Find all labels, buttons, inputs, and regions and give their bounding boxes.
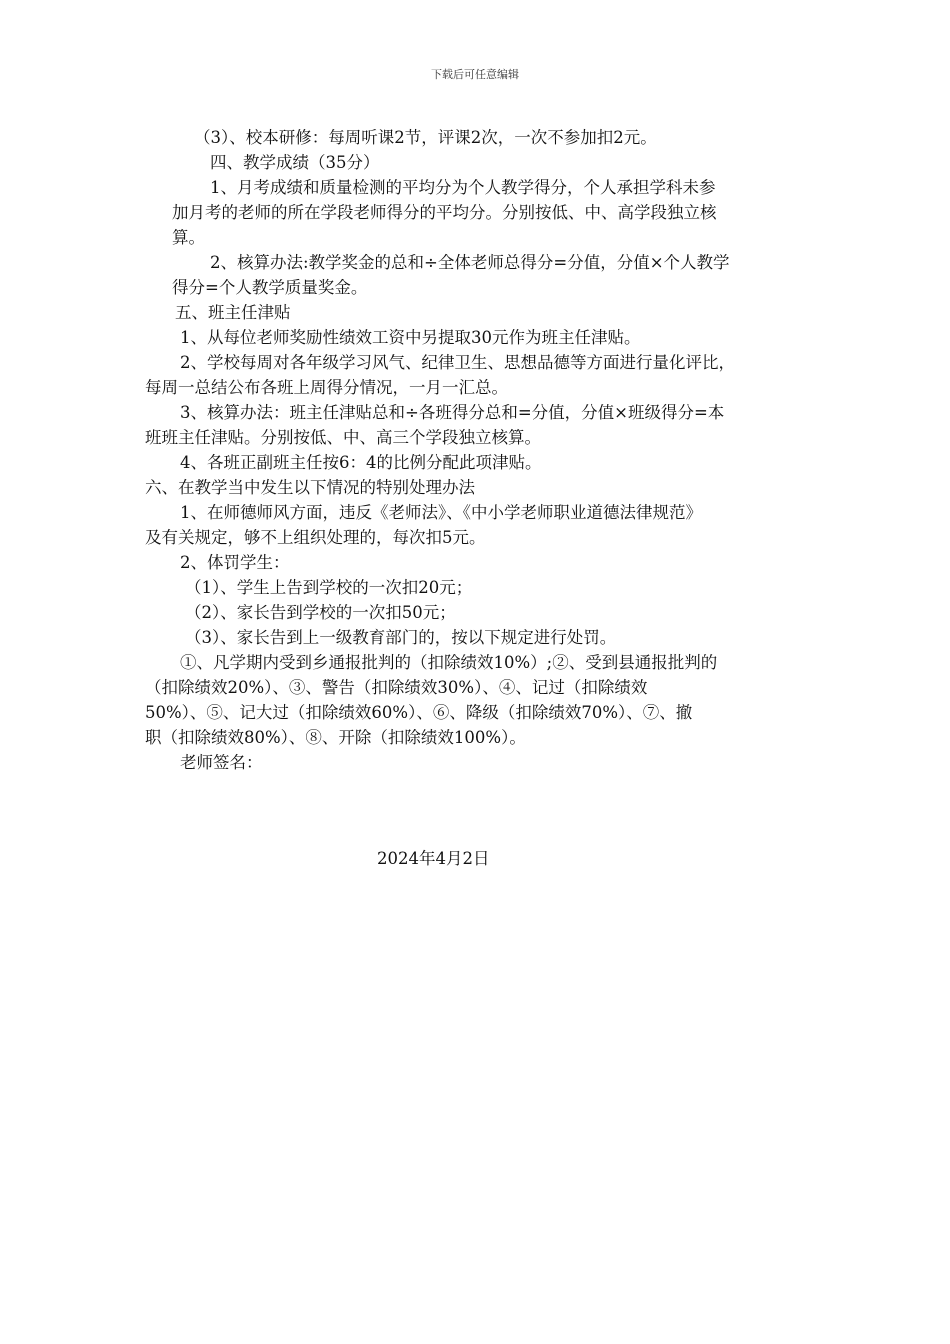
paragraph-line: 4、各班正副班主任按6：4的比例分配此项津贴。 bbox=[180, 453, 542, 472]
paragraph-line: 2、核算办法:教学奖金的总和÷全体老师总得分=分值，分值×个人教学 bbox=[210, 253, 730, 272]
paragraph-line: 算。 bbox=[172, 228, 205, 247]
page-header: 下载后可任意编辑 bbox=[431, 68, 519, 81]
signature-label: 老师签名： bbox=[180, 753, 263, 772]
paragraph-line: （扣除绩效20%）、③、警告（扣除绩效30%）、④、记过（扣除绩效 bbox=[145, 678, 648, 697]
paragraph-line: 3、核算办法：班主任津贴总和÷各班得分总和=分值，分值×班级得分=本 bbox=[180, 403, 725, 422]
paragraph-line: ①、凡学期内受到乡通报批判的（扣除绩效10%）;②、受到县通报批判的 bbox=[180, 653, 718, 672]
paragraph-line: （2）、家长告到学校的一次扣50元； bbox=[185, 603, 456, 622]
section-heading: 六、在教学当中发生以下情况的特别处理办法 bbox=[145, 478, 475, 497]
paragraph-line: 及有关规定，够不上组织处理的，每次扣5元。 bbox=[145, 528, 486, 547]
paragraph-line: 1、从每位老师奖励性绩效工资中另提取30元作为班主任津贴。 bbox=[180, 328, 641, 347]
paragraph-line: （1）、学生上告到学校的一次扣20元； bbox=[185, 578, 473, 597]
paragraph-line: 职（扣除绩效80%）、⑧、开除（扣除绩效100%）。 bbox=[145, 728, 526, 747]
section-heading: 四、教学成绩（35分） bbox=[210, 153, 380, 172]
paragraph-line: 每周一总结公布各班上周得分情况，一月一汇总。 bbox=[145, 378, 508, 397]
paragraph-line: （3）、家长告到上一级教育部门的，按以下规定进行处罚。 bbox=[185, 628, 617, 647]
paragraph-line: 加月考的老师的所在学段老师得分的平均分。分别按低、中、高学段独立核 bbox=[172, 203, 717, 222]
section-heading: 五、班主任津贴 bbox=[175, 303, 291, 322]
paragraph-line: 1、月考成绩和质量检测的平均分为个人教学得分，个人承担学科未参 bbox=[210, 178, 716, 197]
paragraph-line: （3）、校本研修：每周听课2节，评课2次，一次不参加扣2元。 bbox=[194, 128, 657, 147]
document-date: 2024年4月2日 bbox=[377, 849, 490, 868]
paragraph-line: 50%）、⑤、记大过（扣除绩效60%）、⑥、降级（扣除绩效70%）、⑦、撤 bbox=[145, 703, 693, 722]
paragraph-line: 班班主任津贴。分别按低、中、高三个学段独立核算。 bbox=[145, 428, 541, 447]
paragraph-line: 1、在师德师风方面，违反《老师法》、《中小学老师职业道德法律规范》 bbox=[180, 503, 702, 522]
paragraph-line: 2、体罚学生： bbox=[180, 553, 290, 572]
paragraph-line: 2、学校每周对各年级学习风气、纪律卫生、思想品德等方面进行量化评比， bbox=[180, 353, 735, 372]
paragraph-line: 得分=个人教学质量奖金。 bbox=[172, 278, 368, 297]
